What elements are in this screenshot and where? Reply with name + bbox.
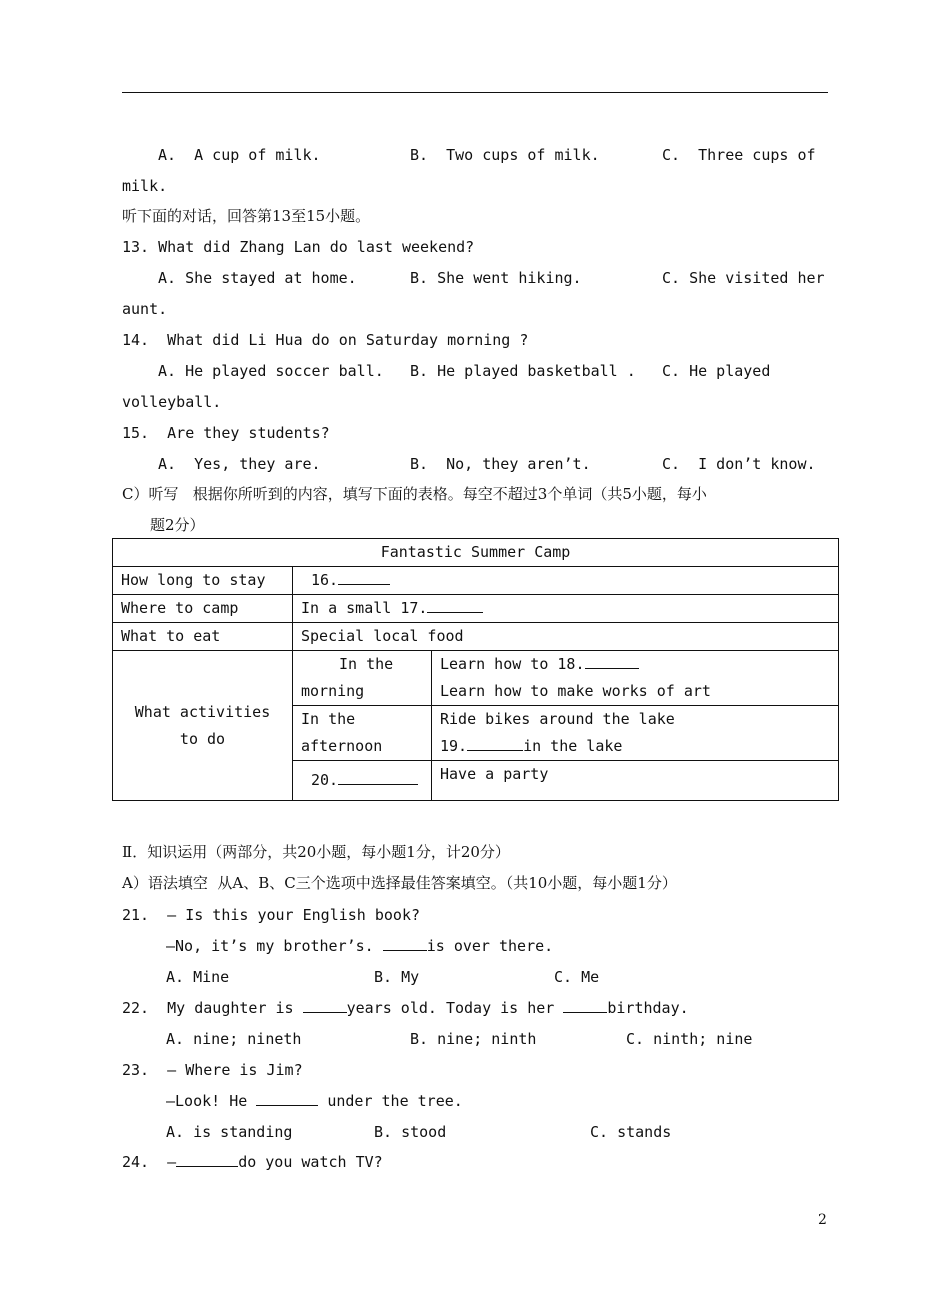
q21-blank xyxy=(383,936,427,951)
afternoon-line2: afternoon xyxy=(301,737,383,755)
q21-question: 21. – Is this your English book? xyxy=(122,906,421,924)
q24-blank xyxy=(176,1152,238,1167)
eat-value: Special local food xyxy=(293,623,839,651)
q22-part3: birthday. xyxy=(607,999,689,1017)
q21-option-a: A. Mine xyxy=(166,968,230,986)
afternoon-activities xyxy=(432,706,839,761)
q19-blank xyxy=(467,736,523,751)
afternoon-line1: In the xyxy=(301,710,356,728)
morning-cell xyxy=(293,651,432,706)
where-label: Where to camp xyxy=(113,595,293,623)
q16-blank xyxy=(338,570,390,585)
q18-blank xyxy=(585,654,639,669)
q13-option-c: C. She visited her xyxy=(662,269,825,287)
q24-question xyxy=(122,1152,383,1172)
morning-activity-1 xyxy=(440,651,830,678)
page-number: 2 xyxy=(818,1212,827,1228)
q20-blank xyxy=(338,770,418,785)
q23-answer-line xyxy=(166,1091,463,1111)
q12-option-c-wrap: milk. xyxy=(122,177,168,195)
q18-prefix: Learn how to 18. xyxy=(440,655,585,673)
q14-option-c-wrap: volleyball. xyxy=(122,393,222,411)
q13-option-b: B. She went hiking. xyxy=(410,269,582,287)
header-rule xyxy=(122,92,828,93)
q14-option-c: C. He played xyxy=(662,362,771,380)
q14-option-a: A. He played soccer ball. xyxy=(158,362,384,380)
where-prefix: In a small 17. xyxy=(301,599,428,617)
instruction-13-15: 听下面的对话，回答第13至15小题。 xyxy=(122,207,371,225)
q21-answer-line xyxy=(166,936,553,956)
morning-line1: In the xyxy=(339,655,394,673)
q12-option-a: A. A cup of milk. xyxy=(158,146,321,164)
table-title: Fantastic Summer Camp xyxy=(113,539,839,567)
q15-question: 15. Are they students? xyxy=(122,424,330,442)
q24-part2: do you watch TV? xyxy=(238,1153,383,1171)
how-long-answer xyxy=(293,567,839,595)
q12-option-c: C. Three cups of xyxy=(662,146,816,164)
q23-option-a: A. is standing xyxy=(166,1123,293,1141)
q22-option-c: C. ninth; nine xyxy=(626,1030,753,1048)
q12-option-b: B. Two cups of milk. xyxy=(410,146,600,164)
afternoon-activity-2 xyxy=(440,733,830,760)
q17-blank xyxy=(427,598,483,613)
activities-label xyxy=(113,651,293,801)
afternoon-activity-1: Ride bikes around the lake xyxy=(440,710,675,728)
where-answer xyxy=(293,595,839,623)
how-long-label: How long to stay xyxy=(113,567,293,595)
q22-blank-2 xyxy=(563,998,607,1013)
q22-option-b: B. nine; ninth xyxy=(410,1030,537,1048)
q13-option-c-wrap: aunt. xyxy=(122,300,168,318)
q20-number: 20. xyxy=(311,771,339,789)
q22-question xyxy=(122,998,689,1018)
q15-option-a: A. Yes, they are. xyxy=(158,455,321,473)
q19-number: 19. xyxy=(440,737,468,755)
summer-camp-table xyxy=(112,538,839,801)
activities-label-line2: to do xyxy=(179,729,226,748)
q21-line2-end: is over there. xyxy=(426,937,554,955)
q21-option-c: C. Me xyxy=(554,968,600,986)
q13-question: 13. What did Zhang Lan do last weekend? xyxy=(122,238,475,256)
q14-option-b: B. He played basketball . xyxy=(410,362,636,380)
q19-rest: in the lake xyxy=(523,737,623,755)
q22-part2: years old. Today is her xyxy=(346,999,564,1017)
q13-option-a: A. She stayed at home. xyxy=(158,269,357,287)
section-c-instruction: C）听写 根据你所听到的内容，填写下面的表格。每空不超过3个单词（共5小题，每小 xyxy=(122,485,707,503)
q23-question: 23. – Where is Jim? xyxy=(122,1061,303,1079)
morning-line2: morning xyxy=(301,682,365,700)
q23-line2-end: under the tree. xyxy=(318,1092,463,1110)
eat-label: What to eat xyxy=(113,623,293,651)
q22-blank-1 xyxy=(303,998,347,1013)
part2-title: Ⅱ．知识运用（两部分，共20小题，每小题1分，计20分） xyxy=(122,843,510,861)
q16-number: 16. xyxy=(311,571,339,589)
q20-activity: Have a party xyxy=(432,761,839,801)
section-c-instruction-wrap: 题2分） xyxy=(150,516,205,534)
q24-part1: 24. – xyxy=(122,1153,177,1171)
q14-question: 14. What did Li Hua do on Saturday morning ? xyxy=(122,331,529,349)
q23-option-b: B. stood xyxy=(374,1123,447,1141)
q23-option-c: C. stands xyxy=(590,1123,672,1141)
q23-line2-start: –Look! He xyxy=(166,1092,257,1110)
q15-option-c: C. I don’t know. xyxy=(662,455,816,473)
q20-cell xyxy=(293,761,432,801)
afternoon-cell xyxy=(293,706,432,761)
activities-label-line1: What activities xyxy=(134,702,271,721)
q22-option-a: A. nine; nineth xyxy=(166,1030,302,1048)
part2-a-instruction: A）语法填空 从A、B、C三个选项中选择最佳答案填空。（共10小题，每小题1分） xyxy=(122,874,677,892)
q21-option-b: B. My xyxy=(374,968,420,986)
q15-option-b: B. No, they aren’t. xyxy=(410,455,591,473)
q23-blank xyxy=(256,1091,318,1106)
morning-activity-2: Learn how to make works of art xyxy=(440,682,711,700)
morning-activities xyxy=(432,651,839,706)
q21-line2-start: –No, it’s my brother’s. xyxy=(166,937,383,955)
q22-part1: 22. My daughter is xyxy=(122,999,303,1017)
